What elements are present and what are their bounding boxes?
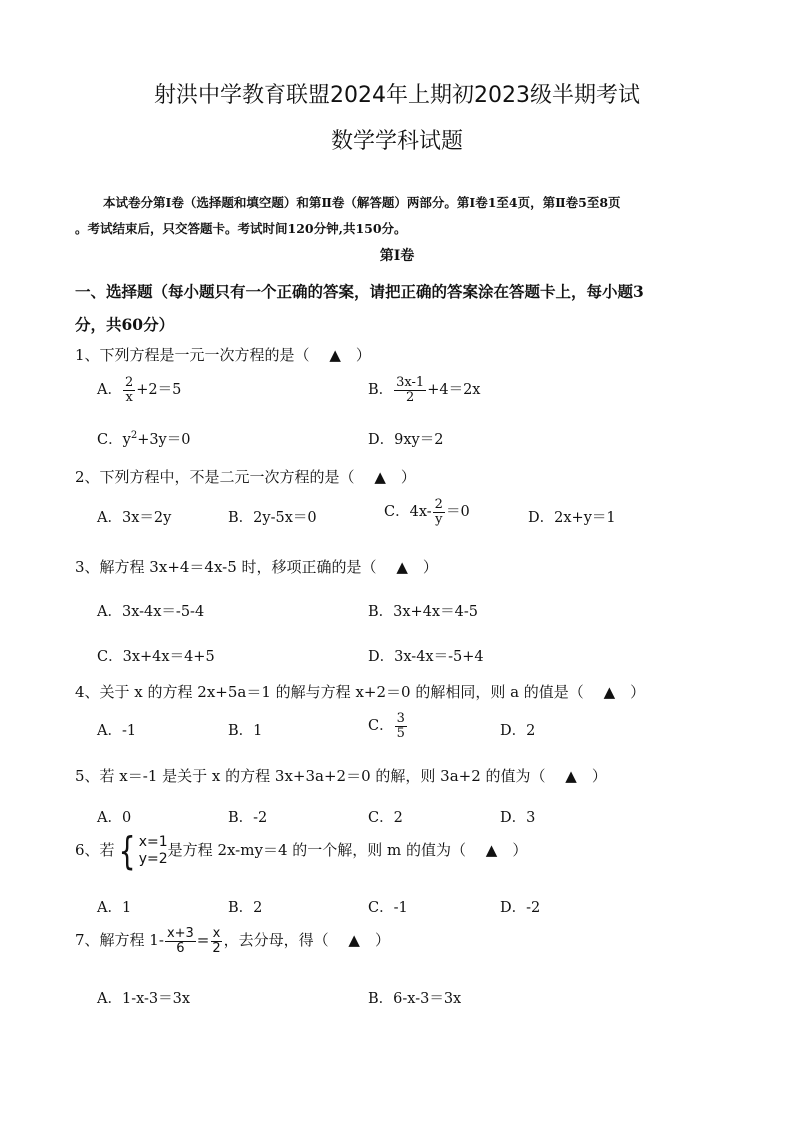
brace-icon: { — [118, 829, 136, 873]
option-label: A． — [97, 510, 122, 526]
option-label: A． — [97, 604, 122, 620]
option-label: A． — [97, 382, 122, 399]
exam-title: 射洪中学教育联盟2024年上期初2023级半期考试 — [154, 83, 640, 108]
option-label: C． — [97, 649, 123, 665]
question-6-option-b — [228, 896, 262, 917]
option-label: B． — [228, 810, 254, 826]
option-text: 4x- — [409, 504, 432, 521]
option-text: 9xy＝2 — [394, 432, 444, 448]
equation-system — [115, 829, 168, 873]
intro-line-2: 。考试结束后，只交答题卡。考试时间120分钟,共150分。 — [75, 221, 407, 236]
option-text: 1 — [121, 900, 132, 916]
question-3-option-c — [97, 645, 215, 666]
option-label: D． — [368, 649, 395, 665]
stem-text: 7、解方程 1- — [75, 931, 164, 950]
stem-text: 6、若 — [75, 841, 115, 859]
option-text: y — [122, 432, 131, 448]
question-5-option-a — [97, 806, 131, 827]
question-4-option-d — [500, 719, 535, 740]
option-label: A． — [97, 723, 122, 739]
question-4-option-b — [228, 719, 262, 740]
system-line: x=1 — [138, 833, 168, 850]
exam-subtitle: 数学学科试题 — [330, 129, 463, 154]
question-3-stem: 3、解方程 3x+4＝4x-5 时，移项正确的是（ ▲ ） — [75, 558, 438, 576]
option-text: 3x+4x＝4-5 — [393, 604, 478, 620]
equals-sign: = — [196, 931, 210, 950]
option-text: 2 — [526, 723, 536, 739]
option-text: +4＝2x — [427, 382, 481, 399]
question-2-option-a — [97, 506, 171, 527]
fraction — [210, 927, 222, 955]
option-label: C． — [368, 810, 394, 826]
option-label: D． — [500, 900, 527, 916]
option-text: 3 — [526, 810, 536, 826]
option-text: 6-x-3＝3x — [393, 991, 462, 1007]
option-text: 3x＝2y — [121, 510, 172, 526]
option-label: B． — [228, 900, 254, 916]
option-label: D． — [500, 810, 527, 826]
option-text: +2＝5 — [136, 382, 182, 399]
fraction-numerator: 2 — [434, 497, 443, 512]
question-3-option-a — [97, 600, 204, 621]
option-text: 2 — [253, 900, 263, 916]
option-label: A． — [97, 900, 122, 916]
question-2-option-c — [384, 498, 470, 526]
question-7-stem — [75, 927, 390, 955]
question-6-stem — [75, 829, 528, 873]
option-label: A． — [97, 991, 122, 1007]
question-5-option-d — [500, 806, 535, 827]
section-heading-line-1: 一、选择题（每小题只有一个正确的答案，请把正确的答案涂在答题卡上，每小题3 — [75, 282, 644, 301]
question-7-option-b — [368, 987, 461, 1008]
fraction-denominator: y — [435, 511, 443, 527]
option-label: C． — [384, 504, 410, 521]
option-text: 3x-4x＝-5+4 — [394, 649, 484, 665]
option-text: 2 — [393, 810, 403, 826]
intro-line-1: 本试卷分第Ⅰ卷（选择题和填空题）和第Ⅱ卷（解答题）两部分。第Ⅰ卷1至4页，第Ⅱ卷5至8页 — [103, 195, 621, 210]
question-1-option-d — [368, 428, 443, 449]
option-label: D． — [500, 723, 527, 739]
question-5-option-b — [228, 806, 267, 827]
question-1-stem: 1、下列方程是一元一次方程的是（ ▲ ） — [75, 346, 371, 364]
option-text: 1-x-3＝3x — [121, 991, 191, 1007]
option-text: 3x+4x＝4+5 — [122, 649, 215, 665]
option-label: D． — [368, 432, 395, 448]
question-3-option-d — [368, 645, 484, 666]
option-label: D． — [528, 510, 555, 526]
question-4-option-a — [97, 719, 136, 740]
fraction — [394, 376, 426, 404]
option-label: B． — [368, 991, 394, 1007]
option-label: B． — [228, 510, 254, 526]
option-text: -1 — [393, 900, 408, 916]
fraction-denominator: 2 — [406, 389, 415, 405]
fraction-numerator: x — [212, 926, 221, 941]
option-label: B． — [368, 382, 394, 399]
question-6-option-c — [368, 896, 408, 917]
option-text: +3y＝0 — [137, 432, 191, 448]
fraction — [165, 927, 196, 955]
question-6-option-a — [97, 896, 131, 917]
fraction-numerator: 2 — [124, 375, 134, 390]
question-1-option-b — [368, 376, 480, 404]
fraction-denominator: x — [125, 389, 133, 405]
option-text: ＝0 — [445, 504, 470, 521]
section-heading-line-2: 分，共60分） — [75, 315, 175, 334]
question-4-option-c — [368, 712, 408, 740]
fraction-numerator: x+3 — [166, 926, 194, 941]
system-line: y=2 — [138, 851, 168, 867]
question-2-option-b — [228, 506, 317, 527]
option-text: -2 — [253, 810, 268, 826]
option-text: 2x+y＝1 — [554, 510, 616, 526]
fraction-denominator: 5 — [396, 725, 405, 741]
system-lines — [139, 834, 168, 869]
question-6-option-d — [500, 896, 540, 917]
question-2-stem: 2、下列方程中，不是二元一次方程的是（ ▲ ） — [75, 468, 416, 486]
question-5-stem: 5、若 x＝-1 是关于 x 的方程 3x+3a+2＝0 的解，则 3a+2 的值为（ ▲ ） — [75, 767, 607, 785]
fraction-denominator: 2 — [212, 940, 221, 956]
fraction — [123, 376, 135, 404]
stem-text: ，去分母，得（ ▲ ） — [223, 931, 390, 950]
option-text: 1 — [253, 723, 263, 739]
superscript: 2 — [130, 430, 138, 442]
option-label: B． — [368, 604, 394, 620]
fraction-denominator: 6 — [176, 940, 185, 956]
volume-heading: 第Ⅰ卷 — [379, 248, 415, 264]
option-text: -1 — [121, 723, 137, 739]
question-2-option-d — [528, 506, 616, 527]
option-label: B． — [228, 723, 254, 739]
fraction-numerator: 3 — [396, 711, 405, 726]
option-label: C． — [368, 718, 394, 735]
question-1-option-a — [97, 376, 181, 404]
question-3-option-b — [368, 600, 478, 621]
question-1-option-c — [97, 428, 190, 449]
option-label: C． — [97, 432, 123, 448]
fraction — [395, 712, 407, 740]
stem-text: 是方程 2x-my＝4 的一个解，则 m 的值为（ ▲ ） — [167, 841, 528, 859]
option-label: A． — [97, 810, 122, 826]
option-text: 3x-4x＝-5-4 — [121, 604, 205, 620]
question-5-option-c — [368, 806, 403, 827]
option-label: C． — [368, 900, 394, 916]
question-7-option-a — [97, 987, 190, 1008]
option-text: 0 — [121, 810, 132, 826]
fraction-numerator: 3x-1 — [396, 375, 425, 390]
option-text: -2 — [526, 900, 541, 916]
question-4-stem: 4、关于 x 的方程 2x+5a＝1 的解与方程 x+2＝0 的解相同，则 a 的值是（ ▲ ） — [75, 683, 646, 701]
option-text: 2y-5x＝0 — [253, 510, 317, 526]
fraction — [433, 498, 445, 526]
